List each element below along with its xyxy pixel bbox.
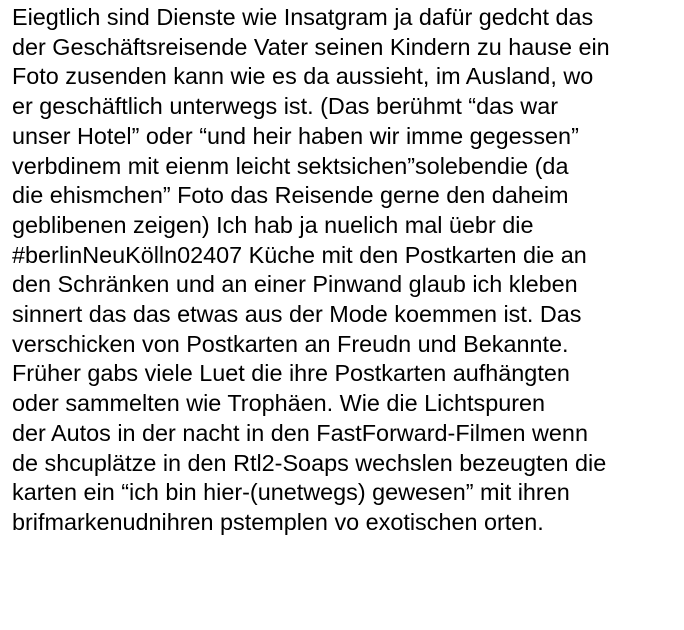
text-line: de shcuplätze in den Rtl2-Soaps wechslen bezeugten die [12,449,607,476]
text-line: die ehismchen” Foto das Reisende gerne den daheim [12,182,569,209]
text-line: verschicken von Postkarten an Freudn und Bekannte. [12,330,569,357]
text-line: den Schränken und an einer Pinwand glaub ich kleben [12,271,578,298]
document-body [12,3,680,538]
text-line: er geschäftlich unterwegs ist. (Das berühmt “das war [12,93,559,120]
text-line: verbdinem mit eienm leicht sektsichen”solebendie (da [12,152,569,179]
text-line: Früher gabs viele Luet die ihre Postkarten aufhängten [12,360,570,387]
text-line: karten ein “ich bin hier-(unetwegs) gewesen” mit ihren [12,479,570,506]
text-line: geblibenen zeigen) Ich hab ja nuelich mal üebr die [12,211,534,238]
text-line: Eiegtlich sind Dienste wie Insatgram ja dafür gedcht das [12,4,594,30]
text-line: oder sammelten wie Trophäen. Wie die Lichtspuren [12,390,546,417]
text-line: unser Hotel” oder “und heir haben wir imme gegessen” [12,122,579,149]
text-line: Foto zusenden kann wie es da aussieht, im Ausland, wo [12,63,594,90]
text-line: der Autos in der nacht in den FastForward-Filmen wenn [12,419,588,446]
text-line: der Geschäftsreisende Vater seinen Kindern zu hause ein [12,33,610,60]
text-line: #berlinNeuKölln02407 Küche mit den Postkarten die an [12,241,587,268]
text-line: sinnert das das etwas aus der Mode koemmen ist. Das [12,301,582,328]
text-line: brifmarkenudnihren pstemplen vo exotischen orten. [12,508,544,535]
